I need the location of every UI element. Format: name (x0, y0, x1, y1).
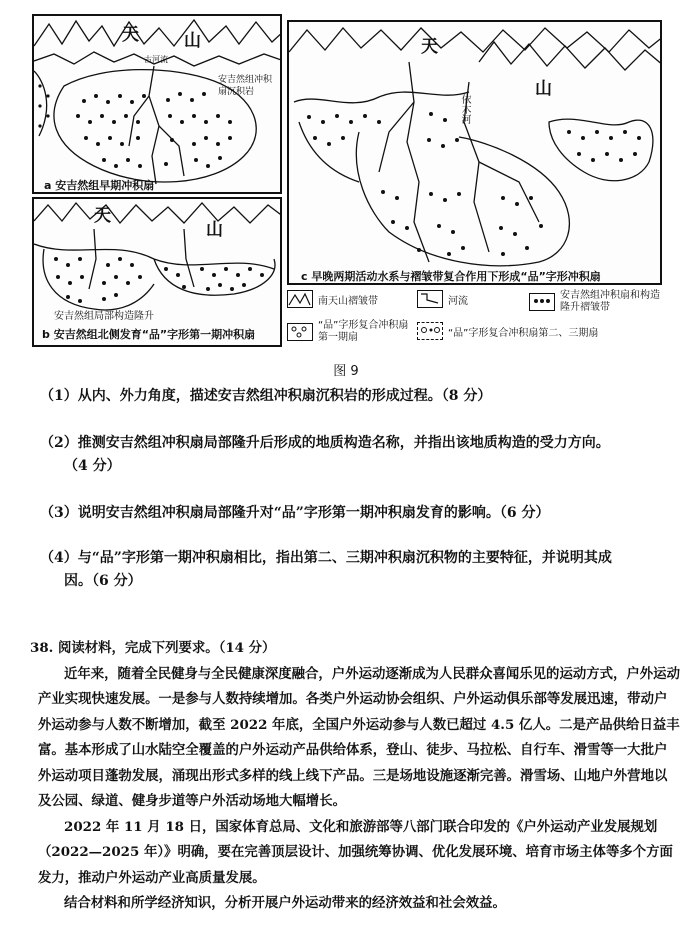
question-2-score: （4 分） (64, 458, 121, 474)
passage-paragraph-3: 结合材料和所学经济知识，分析开展户外运动带来的经济效益和社会效益。 (64, 895, 506, 911)
panel-b-mountain-label: 天 (94, 206, 111, 226)
question-1-text: （1）从内、外力角度，描述安吉然组冲积扇沉积岩的形成过程。（8 分） (40, 388, 492, 404)
question-2-text: （2）推测安吉然组冲积扇局部隆升后形成的地质构造名称，并指出该地质构造的受力方向。 (40, 435, 610, 451)
legend-label: 南天山褶皱带 (318, 295, 378, 307)
panel-a-fan-label: 安吉然组冲积扇沉积岩 (218, 75, 273, 97)
panel-a-mountain-label-2: 山 (184, 31, 201, 51)
legend-label: 河流 (448, 295, 468, 307)
figure-legend (287, 290, 662, 345)
panel-b-map (34, 199, 282, 347)
panel-c-mountain-label-2: 山 (535, 79, 552, 99)
passage-paragraph-2: 2022 年 11 月 18 日，国家体育总局、文化和旅游部等八部门联合印发的《户外运动产业发展规划（2022—2025 年）》明确，要在完善顶层设计、加强统筹协调、优化发展环境、培育市场主体等多个方面发力，推动户外运动产业高质量发展。 (38, 818, 673, 886)
legend-item-uplift (529, 290, 660, 314)
first-fan-icon (287, 323, 313, 341)
panel-c-map (289, 22, 662, 285)
uplift-fan-icon (529, 293, 555, 311)
question-38 (30, 636, 680, 917)
legend-item-first-fan (287, 320, 414, 344)
panel-b-mountain-label-2: 山 (206, 220, 223, 240)
legend-label: “品”字形复合冲积扇第一期扇 (318, 320, 409, 343)
panel-a-mountain-label: 天 (122, 25, 139, 45)
panel-a-map (34, 16, 282, 194)
panel-c (287, 20, 662, 285)
question-2 (40, 432, 680, 478)
legend-item-second-third-fan (417, 322, 598, 340)
panel-c-mountain-label: 天 (421, 37, 438, 57)
panel-c-caption: c 早晚两期活动水系与褶皱带复合作用下形成“品”字形冲积扇 (301, 270, 601, 283)
question-3 (40, 502, 680, 525)
panel-b-fan-label: 安吉然组局部构造隆升 (54, 311, 154, 322)
legend-label: “品”字形复合冲积扇第二、三期扇 (448, 327, 599, 339)
question-4-text: （4）与“品”字形第一期冲积扇相比，指出第二、三期冲积扇沉积物的主要特征，并说明其成 (40, 550, 612, 566)
legend-item-fold-belt (287, 290, 378, 308)
figure-9 (0, 0, 692, 380)
legend-label: 安吉然组冲积扇和构造隆升褶皱带 (560, 290, 660, 313)
question-3-text: （3）说明安吉然组冲积扇局部隆升对“品”字形第一期冲积扇发育的影响。（6 分） (40, 505, 550, 521)
passage-paragraph-1: 近年来，随着全民健身与全民健康深度融合，户外运动逐渐成为人民群众喜闻乐见的运动方式，户外运动产业实现快速发展。一是参与人数持续增加。各类户外运动协会组织、户外运动俱乐部等发展迅速，带动户外运动参与人数不断增加，截至 2022 年底，全国户外运动参与人数已超过 4.5 亿人。二是产品供给日益丰富。基本形成了山水陆空全覆盖的户外运动产品供给体系，登山、徒步、马拉松、自行车、滑雪等一大批户外运动项目蓬勃发展，涌现出形式多样的线上线下产品。三是场地设施逐渐完善。滑雪场、山地户外营地以及公园、绿道、健身步道等户外活动场地大幅增长。 (38, 665, 680, 809)
question-4-score: 因。（6 分） (64, 573, 142, 589)
panel-b (32, 197, 282, 347)
question-38-header: 38. 阅读材料，完成下列要求。（14 分） (30, 640, 276, 656)
question-1 (40, 385, 680, 408)
panel-c-river-label: 依木河 (459, 94, 470, 124)
river-icon (417, 290, 443, 308)
panel-b-caption: b 安吉然组北侧发育“品”字形第一期冲积扇 (42, 328, 256, 341)
legend-item-river (417, 290, 468, 308)
panel-a-river-label: 古河流 (144, 55, 168, 64)
question-4 (40, 547, 680, 593)
panel-a (32, 14, 282, 194)
mountain-fold-icon (287, 290, 313, 308)
second-third-fan-icon (417, 322, 443, 340)
figure-title: 图 9 (333, 364, 359, 379)
panel-a-caption: a 安吉然组早期冲积扇 (44, 179, 155, 192)
